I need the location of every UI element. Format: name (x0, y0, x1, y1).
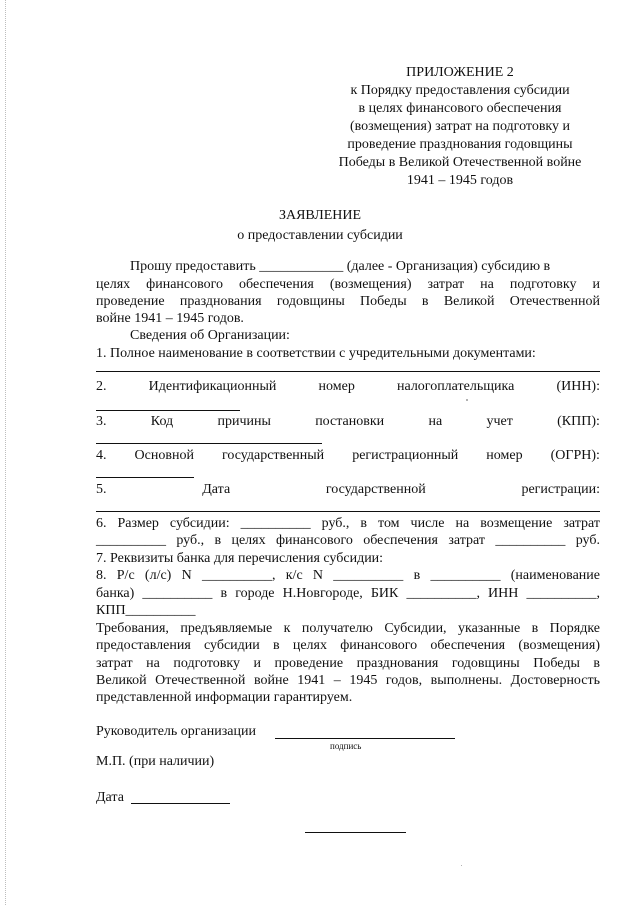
item-8-line-1: 8. Р/с (л/с) N __________, к/с N __________ в __________ (наименование (96, 568, 600, 583)
item-2-blank-line[interactable] (96, 410, 240, 411)
document-title-block (0, 206, 640, 246)
info-header: Сведения об Организации: (130, 328, 290, 343)
item-5-blank-line[interactable] (96, 511, 600, 512)
item-3-label: 3. Код причины постановки на учет (КПП): (96, 414, 600, 429)
intro-line-4: войне 1941 – 1945 годов. (96, 311, 244, 326)
item-2-label: 2. Идентификационный номер налогоплательщика (ИНН): (96, 379, 600, 394)
stamp-label: М.П. (при наличии) (96, 754, 215, 769)
appendix-title: ПРИЛОЖЕНИЕ 2 (406, 65, 514, 80)
footer-rule (305, 832, 406, 833)
intro-line-1: Прошу предоставить ____________ (далее - Организация) субсидию в (130, 259, 551, 274)
document-title: ЗАЯВЛЕНИЕ (278, 208, 362, 223)
item-6-line-1: 6. Размер субсидии: __________ руб., в том числе на возмещение затрат (96, 516, 600, 531)
signature-caption: подпись (330, 741, 362, 751)
item-1-blank-line[interactable] (96, 371, 600, 372)
item-6-line-2: __________ руб., в целях финансового обеспечения затрат __________ руб. (96, 533, 600, 548)
appendix-header (320, 64, 600, 190)
appendix-line: к Порядку предоставления субсидии (350, 83, 570, 98)
item-4-blank-line[interactable] (96, 477, 194, 478)
appendix-line: проведение празднования годовщины (347, 137, 573, 152)
requirements-line-2: предоставления субсидии в целях финансового обеспечения (возмещения) (96, 638, 600, 653)
item-8-line-2: банка) __________ в городе Н.Новгороде, БИК __________, ИНН __________, (96, 586, 600, 601)
head-of-organization-label: Руководитель организации (96, 724, 256, 739)
item-7-label: 7. Реквизиты банка для перечисления субсидии: (96, 551, 384, 566)
scan-speck (461, 865, 462, 866)
item-4-label: 4. Основной государственный регистрационный номер (ОГРН): (96, 448, 600, 463)
item-1-label: 1. Полное наименование в соответствии с учредительными документами: (96, 346, 536, 361)
requirements-line-1: Требования, предъявляемые к получателю Субсидии, указанные в Порядке (96, 621, 600, 636)
scan-edge (5, 0, 6, 905)
item-3-blank-line[interactable] (96, 443, 322, 444)
intro-line-3: проведение празднования годовщины Победы в Великой Отечественной (96, 294, 600, 309)
requirements-line-5: представленной информации гарантируем. (96, 690, 353, 705)
appendix-line: (возмещения) затрат на подготовку и (349, 119, 571, 134)
document-subtitle: о предоставлении субсидии (237, 228, 403, 243)
scan-speck (466, 399, 468, 401)
appendix-line: Победы в Великой Отечественной войне (338, 155, 582, 170)
intro-line-2: целях финансового обеспечения (возмещения) затрат на подготовку и (96, 277, 600, 292)
date-blank-line[interactable] (131, 803, 230, 804)
date-label: Дата (96, 790, 124, 805)
item-8-line-3: КПП__________ (96, 603, 196, 618)
item-5-label: 5. Дата государственной регистрации: (96, 482, 600, 497)
appendix-line: 1941 – 1945 годов (406, 173, 514, 188)
signature-blank-line[interactable] (275, 738, 455, 739)
requirements-line-3: затрат на подготовку и проведение празднования годовщины Победы в (96, 656, 600, 671)
appendix-line: в целях финансового обеспечения (358, 101, 562, 116)
requirements-line-4: Великой Отечественной войне 1941 – 1945 годов, выполнены. Достоверность (96, 673, 600, 688)
